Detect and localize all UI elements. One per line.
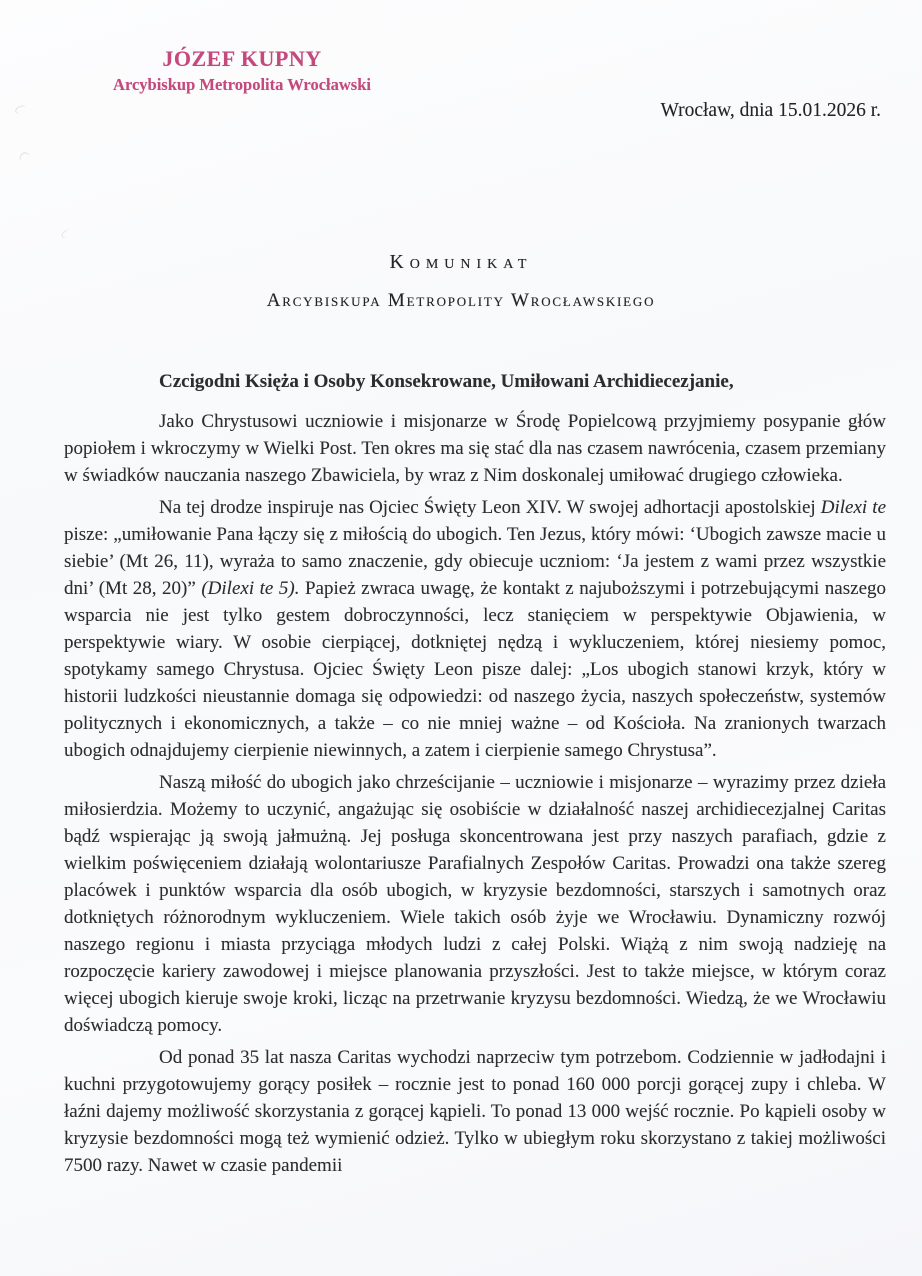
paragraph-caritas-statistics: Od ponad 35 lat nasza Caritas wychodzi naprzeciw tym potrzebom. Codziennie w jadłodajni i kuchni przygotowujemy gorący posiłek – rocznie jest to ponad 160 000 porcji gorącej zupy i chleba. W łaźni dajemy możliwość skorzystania z gorącej kąpieli. To ponad 13 000 wejść rocznie. Po kąpieli osoby w kryzysie bezdomności mogą też wymienić odzież. Tylko w ubiegłym roku skorzystano z takiej możliwości 7500 razy. Nawet w czasie pandemii [64,1047,886,1176]
paragraph-dilexi-te-text-2: pisze: „umiłowanie Pana łączy się z miłością do ubogich. Ten Jezus, który mówi: ‘Ubogich zawsze macie u siebie’ (Mt 26, 11), wyraża to samo znaczenie, gdy obiecuje uczniom: ‘Ja jestem z wami przez wszystkie dni’ (Mt 28, 20)” [64,524,886,599]
document-heading [0,252,922,312]
paragraph-caritas-works: Naszą miłość do ubogich jako chrześcijanie – uczniowie i misjonarze – wyrazimy przez dzieła miłosierdzia. Możemy to uczynić, angażując się osobiście w działalność naszej archidiecezjalnej Caritas bądź wspierając ją swoją jałmużną. Jej posługa skoncentrowana jest przy naszych parafiach, gdzie z wielkim poświęceniem działają wolontariusze Parafialnych Zespołów Caritas. Prowadzi ona także szereg placówek i punktów wsparcia dla osób ubogich, w kryzysie bezdomności, starszych i samotnych oraz dotkniętych różnorodnym wykluczeniem. Wiele takich osób żyje we Wrocławiu. Dynamiczny rozwój naszego regionu i miasta przyciąga młodych ludzi z całej Polski. Wiążą z nim swoją nadzieję na rozpoczęcie kariery zawodowej i miejsce planowania przyszłości. Jest to także miejsce, w którym coraz więcej ubogich kieruje swoje kroki, licząc na przetrwanie kryzysu bezdomności. Wiedzą, że we Wrocławiu doświadczą pomocy. [64,772,886,1036]
heading-communique: Komunikat [389,252,533,273]
dilexi-te-title-italic: Dilexi te [820,497,886,518]
paragraph-dilexi-te-text-3: Papież zwraca uwagę, że kontakt z najuboższymi i potrzebującymi naszego wsparcia nie jest tylko gestem dobroczynności, lecz stanięciem w perspektywie Objawienia, w perspektywie wiary. W osobie cierpiącej, dotkniętej nędzą i wykluczeniem, której niesiemy pomoc, spotykamy samego Chrystusa. Ojciec Święty Leon pisze dalej: „Los ubogich stanowi krzyk, który w historii ludzkości nieustannie domaga się odpowiedzi: od naszego życia, naszych społeczeństw, systemów politycznych i ekonomicznych, a także – co nie mniej ważne – od Kościoła. Na zranionych twarzach ubogich odnajdujemy cierpienie niewinnych, a zatem i cierpienie samego Chrystusa”. [64,578,886,761]
salutation: Czcigodni Księża i Osoby Konsekrowane, Umiłowani Archidiecezjanie, [159,371,734,392]
paragraph-dilexi-te [64,494,886,764]
scan-artifact [18,151,29,163]
letterhead-title: Arcybiskup Metropolita Wrocławski [113,75,371,95]
letterhead-name: JÓZEF KUPNY [162,46,322,71]
paragraph-lent-introduction: Jako Chrystusowi uczniowie i misjonarze w Środę Popielcową przyjmiemy posypanie głów popiołem i wkroczymy w Wielki Post. Ten okres ma się stać dla nas czasem nawrócenia, czasem przemiany w świadków nauczania naszego Zbawiciela, by wraz z Nim doskonalej umiłować drugiego człowieka. [64,411,886,486]
scan-artifact [60,229,71,239]
dilexi-te-reference-italic: (Dilexi te 5). [201,578,300,599]
letterhead [72,46,412,95]
letter-body [64,368,886,1184]
paragraph-dilexi-te-text-1: Na tej drodze inspiruje nas Ojciec Święty Leon XIV. W swojej adhortacji apostolskiej [159,497,821,518]
dateline: Wrocław, dnia 15.01.2026 r. [660,100,881,121]
scan-artifact [14,104,27,114]
heading-archbishop-of-wroclaw: Arcybiskupa Metropolity Wrocławskiego [266,290,656,311]
